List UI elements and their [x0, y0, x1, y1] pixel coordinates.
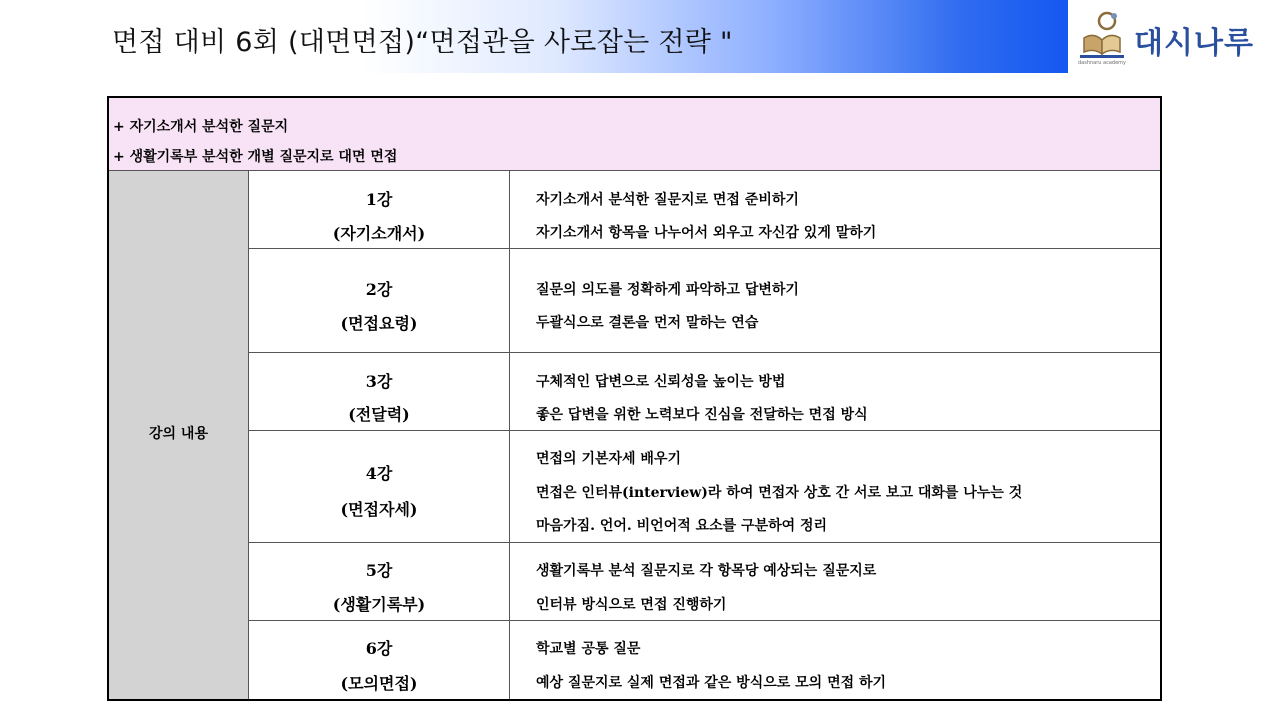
page-title: 면접 대비 6회 (대면면접)“면접관을 사로잡는 전략 " — [112, 27, 733, 58]
lecture-number: 3강 — [365, 372, 393, 391]
lecture-description-line: 마음가짐. 언어. 비언어적 요소를 구분하여 정리 — [536, 518, 828, 534]
lecture-name: (생활기록부) — [332, 595, 426, 614]
lecture-description-line: 두괄식으로 결론을 먼저 말하는 연습 — [536, 315, 759, 331]
lecture-name: (자기소개서) — [332, 224, 426, 243]
lecture-name: (면접요령) — [340, 314, 418, 333]
curriculum-table — [107, 96, 1162, 701]
lecture-title-cell — [249, 353, 510, 430]
lecture-number: 6강 — [365, 639, 393, 658]
lecture-description-line: 질문의 의도를 정확하게 파악하고 답변하기 — [536, 282, 799, 298]
lecture-description-line: 자기소개서 분석한 질문지로 면접 준비하기 — [536, 192, 799, 208]
lecture-number: 1강 — [365, 190, 393, 209]
row-header-cell — [109, 171, 249, 699]
lecture-row-4 — [249, 431, 1160, 543]
lecture-description-line: 면접의 기본자세 배우기 — [536, 451, 681, 467]
lecture-description-line: 자기소개서 항목을 나누어서 외우고 자신감 있게 말하기 — [536, 225, 877, 241]
lecture-title-cell — [249, 249, 510, 352]
lecture-name: (모의면접) — [340, 674, 418, 693]
row-header-label: 강의 내용 — [149, 426, 208, 442]
lecture-title-cell — [249, 543, 510, 620]
lecture-row-5 — [249, 543, 1160, 621]
lecture-title-cell — [249, 621, 510, 699]
lecture-description-line: 인터뷰 방식으로 면접 진행하기 — [536, 597, 727, 613]
academy-logo — [1072, 6, 1272, 70]
intro-line-2: + 생활기록부 분석한 개별 질문지로 대면 면접 — [113, 149, 398, 165]
lecture-row-1 — [249, 171, 1160, 249]
lecture-description-line: 생활기록부 분석 질문지로 각 항목당 예상되는 질문지로 — [536, 563, 877, 579]
lecture-name: (전달력) — [348, 405, 410, 424]
lecture-row-3 — [249, 353, 1160, 431]
lecture-number: 5강 — [365, 561, 393, 580]
logo-subtitle: dashnaru academy — [1077, 60, 1126, 66]
intro-line-1: + 자기소개서 분석한 질문지 — [113, 119, 289, 135]
intro-box — [109, 98, 1160, 171]
lecture-description-line: 학교별 공통 질문 — [536, 641, 641, 657]
lecture-row-6 — [249, 621, 1160, 699]
lecture-title-cell — [249, 171, 510, 248]
lecture-number: 2강 — [365, 280, 393, 299]
lecture-title-cell — [249, 431, 510, 542]
lecture-description-line: 예상 질문지로 실제 면접과 같은 방식으로 모의 면접 하기 — [536, 675, 887, 691]
lecture-row-2 — [249, 249, 1160, 353]
logo-wordmark: 대시나루 — [1134, 26, 1254, 61]
lecture-name: (면접자세) — [340, 500, 418, 519]
lecture-number: 4강 — [365, 464, 393, 483]
lecture-description-line: 좋은 답변을 위한 노력보다 진심을 전달하는 면접 방식 — [536, 407, 868, 423]
lecture-description-line: 구체적인 답변으로 신뢰성을 높이는 방법 — [536, 374, 786, 390]
lecture-description-line: 면접은 인터뷰(interview)라 하여 면접자 상호 간 서로 보고 대화를 나누는 것 — [536, 485, 1023, 501]
